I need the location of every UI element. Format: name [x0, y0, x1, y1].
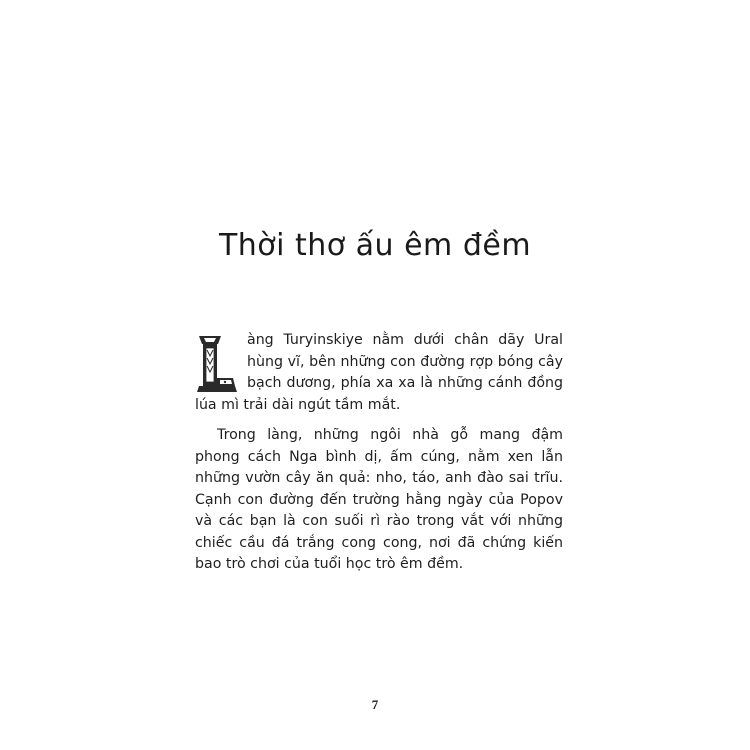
decorative-l-initial-icon: [195, 334, 239, 394]
paragraph-1-text: àng Turyinskiye nằm dưới chân dãy Ural hùng vĩ, bên những con đường rợp bóng cây bạch dương, phía xa xa là những cánh đồng lúa mì trải dài ngút tầm mắt.: [195, 332, 563, 413]
drop-cap-letter-l: [195, 334, 239, 394]
chapter-title: Thời thơ ấu êm đềm: [218, 228, 532, 263]
paragraph-1: [195, 330, 563, 416]
page-number: 7: [371, 697, 379, 712]
chapter-body: [195, 330, 563, 576]
paragraph-2: Trong làng, những ngôi nhà gỗ mang đậm phong cách Nga bình dị, ấm cúng, nằm xen lẫn những vườn cây ăn quả: nho, táo, anh đào sai trĩu. Cạnh con đường đến trường hằng ngày của Popov và các bạn là con suối rì rào trong vắt với những chiếc cầu đá trắng cong cong, nơi đã chứng kiến bao trò chơi của tuổi học trò êm đềm.: [195, 427, 563, 572]
